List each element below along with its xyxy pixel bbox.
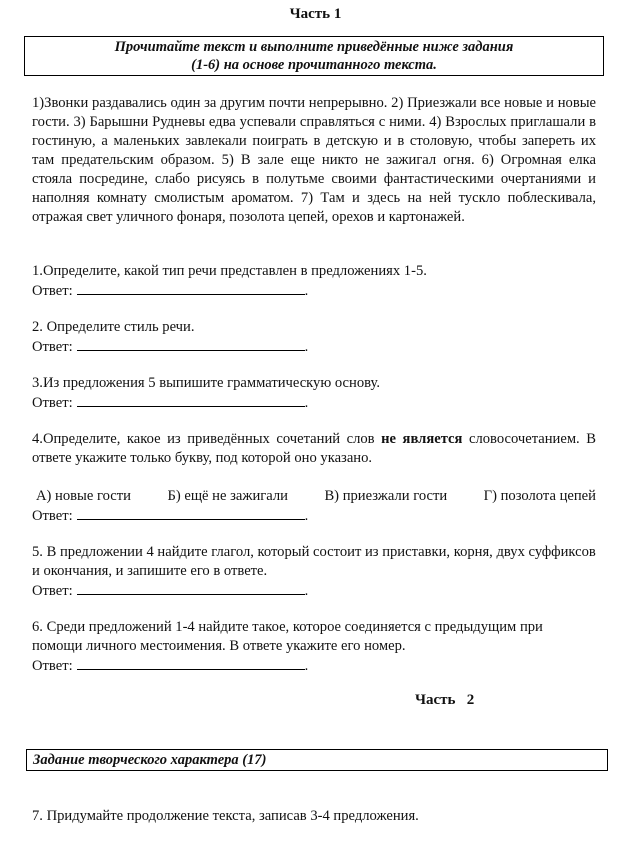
question-4-options	[32, 487, 596, 506]
question-3-text: 3.Из предложения 5 выпишите грамматическую основу.	[32, 375, 381, 391]
answer-6-input[interactable]	[77, 656, 305, 670]
part2-heading: Часть 2	[415, 692, 475, 708]
answer-end: .	[304, 583, 309, 599]
answer-label: Ответ:	[32, 339, 73, 355]
option-d[interactable]: Г) позолота цепей	[483, 488, 596, 504]
answer-row-4	[32, 506, 596, 525]
answer-label: Ответ:	[32, 283, 73, 299]
option-b[interactable]: Б) ещё не зажигали	[167, 488, 288, 504]
creative-task-box	[26, 749, 608, 771]
answer-label: Ответ:	[32, 583, 73, 599]
question-6	[32, 618, 596, 675]
question-1-text: 1.Определите, какой тип речи представлен в предложениях 1-5.	[32, 263, 427, 279]
question-4	[32, 430, 596, 468]
option-a[interactable]: А) новые гости	[36, 488, 131, 504]
answer-row-5	[32, 581, 596, 600]
answer-row-1	[32, 281, 596, 300]
answer-end: .	[304, 508, 309, 524]
option-c[interactable]: В) приезжали гости	[324, 488, 448, 504]
question-5-text: 5. В предложении 4 найдите глагол, который состоит из приставки, корня, двух суффиксов и окончания, и запишите его в ответе.	[32, 544, 596, 579]
answer-row-6	[32, 656, 596, 675]
question-2	[32, 318, 596, 356]
question-7: 7. Придумайте продолжение текста, записав 3-4 предложения.	[32, 808, 419, 824]
question-4-text-start: 4.Определите, какое из приведённых сочетаний слов	[32, 431, 375, 447]
answer-3-input[interactable]	[77, 393, 305, 407]
answer-end: .	[304, 339, 309, 355]
answer-label: Ответ:	[32, 508, 73, 524]
question-2-text: 2. Определите стиль речи.	[32, 319, 195, 335]
answer-label: Ответ:	[32, 395, 73, 411]
part1-heading: Часть 1	[289, 6, 342, 22]
instructions-line1: Прочитайте текст и выполните приведённые ниже задания	[114, 39, 514, 55]
answer-1-input[interactable]	[77, 281, 305, 295]
answer-row-3	[32, 393, 596, 412]
instructions-line2: (1-6) на основе прочитанного текста.	[191, 57, 437, 73]
question-4-text-end: словосочетанием. В ответе укажите только букву, под которой оно указано.	[32, 431, 596, 466]
question-6-text: 6. Среди предложений 1-4 найдите такое, которое соединяется с предыдущим при помощи личного местоимения. В ответе укажите его номер.	[32, 619, 543, 654]
reading-passage: 1)Звонки раздавались один за другим почти непрерывно. 2) Приезжали все новые и новые гости. 3) Барышни Рудневы едва успевали справляться с ними. 4) Взрослых приглашали в гостиную, а маленьких завлекали поиграть в детскую и в столовую, чтобы запереть их там предательским образом. 5) В зале еще никто не зажигал огня. 6) Огромная елка стояла посредине, слабо рисуясь в полутьме своими фантастическими очертаниями и наполняя комнату смолистым ароматом. 7) Там и здесь на ней тускло поблескивала, отражая свет уличного фонаря, позолота цепей, орехов и картонажей.	[32, 95, 596, 225]
answer-row-2	[32, 337, 596, 356]
answer-2-input[interactable]	[77, 337, 305, 351]
answer-end: .	[304, 283, 309, 299]
question-5	[32, 543, 596, 600]
answer-end: .	[304, 658, 309, 674]
instructions-box	[24, 36, 604, 76]
question-1	[32, 262, 596, 300]
question-4-emphasis: не является	[381, 431, 463, 447]
creative-task-title: Задание творческого характера (17)	[33, 752, 267, 768]
answer-4-input[interactable]	[77, 506, 305, 520]
question-4-options-block	[32, 487, 596, 525]
answer-5-input[interactable]	[77, 581, 305, 595]
answer-end: .	[304, 395, 309, 411]
answer-label: Ответ:	[32, 658, 73, 674]
question-3	[32, 374, 596, 412]
